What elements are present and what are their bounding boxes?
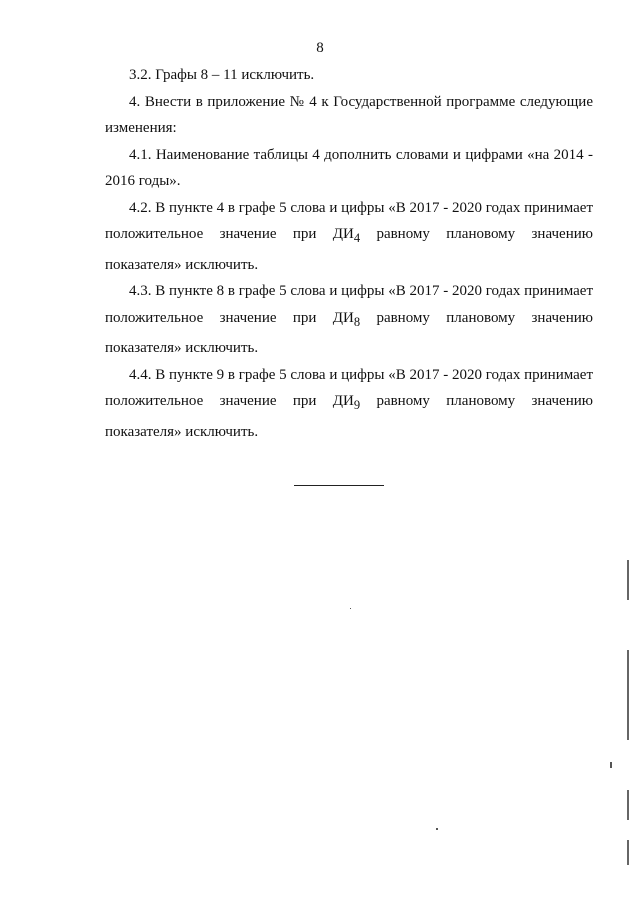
page-number: 8 (316, 40, 324, 56)
scan-edge-mark (627, 840, 629, 865)
paragraph-4-3 (105, 278, 593, 362)
paragraph-4-2-text: 4.2. В пункте 4 в графе 5 слова и цифры «В 2017 - 2020 годах принимает положительное значение при ДИ (105, 199, 593, 242)
paragraph-4-2-tail: равному плановому значению показателя» исключить. (105, 226, 593, 273)
end-divider-line (294, 485, 384, 486)
paragraph-4-2 (105, 195, 593, 279)
scan-edge-mark (627, 790, 629, 820)
document-body (105, 62, 593, 445)
paragraph-4-3-tail: равному плановому значению показателя» исключить. (105, 309, 593, 356)
paragraph-3-2: 3.2. Графы 8 – 11 исключить. (129, 67, 315, 83)
paragraph-4-4-text: 4.4. В пункте 9 в графе 5 слова и цифры «В 2017 - 2020 годах принимает положительное значение при ДИ (105, 366, 593, 409)
subscript-9: 9 (353, 398, 361, 412)
scan-edge-mark (627, 650, 629, 740)
paragraph-4: 4. Внести в приложение № 4 к Государственной программе следующие изменения: (105, 93, 593, 136)
paragraph-4-4 (105, 362, 593, 446)
subscript-8: 8 (353, 314, 361, 329)
scan-edge-mark (627, 560, 629, 600)
scan-speck (610, 762, 612, 768)
paragraph-4-4-tail: равному плановому значению показателя» исключить. (105, 393, 593, 440)
subscript-4: 4 (353, 231, 361, 245)
paragraph-4-3-text: 4.3. В пункте 8 в графе 5 слова и цифры «В 2017 - 2020 годах принимает положительное значение при ДИ (105, 283, 593, 326)
paragraph-4-1: 4.1. Наименование таблицы 4 дополнить словами и цифрами «на 2014 - 2016 годы». (105, 146, 593, 189)
scan-speck (436, 828, 438, 830)
scan-speck (350, 608, 351, 609)
